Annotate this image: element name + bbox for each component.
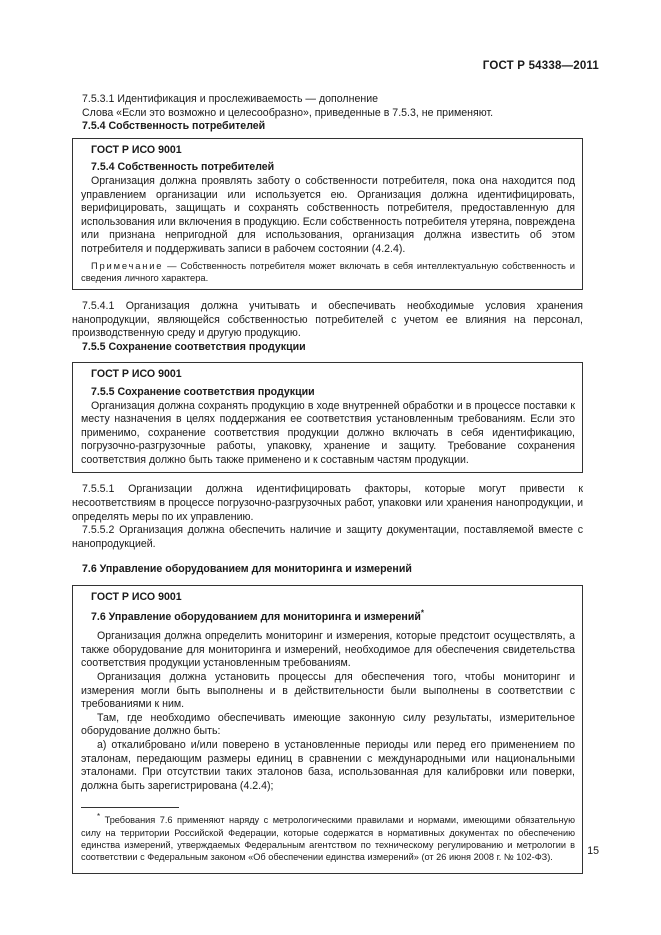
quote-box-76 [72, 585, 583, 874]
quote-box-source: ГОСТ Р ИСО 9001 [91, 368, 182, 381]
clause-754-heading: 7.5.4 Собственность потребителей [82, 120, 266, 133]
quote-box-para-2: Организация должна установить процессы для обеспечения того, чтобы мониторинг и измерения могли быть выполнены и в действительности были выполнены в соответствии с требованиями к ним. [81, 671, 575, 711]
quote-box-heading: 7.5.4 Собственность потребителей [91, 161, 275, 174]
quote-box-heading-text: 7.6 Управление оборудованием для мониторинга и измерений [91, 610, 421, 623]
clause-7551-text: 7.5.5.1 Организации должна идентифицировать факторы, которые могут привести к несоответствиям в процессе погрузочно-разгрузочных работ, упаковки или хранения нанопродукции, и определять меры по их управлению. [72, 483, 583, 523]
clause-7531-text: Слова «Если это возможно и целесообразно», приведенные в 7.5.3, не применяют. [82, 106, 494, 119]
quote-box-heading [81, 608, 575, 625]
footnote-reference[interactable]: * [420, 608, 424, 618]
footnote-mark: * [97, 812, 101, 822]
footnote-text: Требования 7.6 применяют наряду с метрологическими правилами и нормами, имеющими обязательную силу на территории Российской Федерации, которые содержатся в нормативных документах по обеспечению единства измерений, утверждаемых Федеральным агентством по техническому регулированию и метрологии в соответствии с Федеральным законом «Об обеспечении единства измерений» (от 26 июня 2008 г. № 102-ФЗ). [81, 815, 575, 862]
quote-box-text: Организация должна сохранять продукцию в ходе внутренней обработки и в процессе поставки к месту назначения в целях поддержания ее соответствия установленным требованиям. Если это применимо, сохранение соответствия продукции должно включать в себя идентификацию, погрузочно-разгрузочные работы, упаковку, хранение и защиту. Требование сохранения соответствия должно быть также применено и к составным частям продукции. [81, 399, 575, 466]
quote-box-para-3: Там, где необходимо обеспечивать имеющие законную силу результаты, измерительное оборудование должно быть: [81, 711, 575, 738]
quote-box-note [81, 260, 575, 284]
footnote-divider [81, 807, 179, 808]
clause-76-heading: 7.6 Управление оборудованием для мониторинга и измерений [82, 563, 412, 576]
page-content [72, 93, 583, 874]
clause-7552-text: 7.5.5.2 Организация должна обеспечить наличие и защиту документации, поставляемой вместе с нанопродукцией. [72, 524, 583, 550]
note-text: — Собственность потребителя может включать в себя интеллектуальную собственность и сведения личного характера. [81, 259, 575, 283]
quote-box-heading: 7.5.5 Сохранение соответствия продукции [91, 385, 315, 398]
quote-box-754 [72, 138, 583, 290]
page-number: 15 [587, 845, 599, 857]
note-label: Примечание [91, 259, 164, 271]
quote-box-item-a: а) откалибровано и/или поверено в установленные периоды или перед его применением по эталонам, передающим размеры единиц в сравнении с международными или национальными эталонами. При отсутствии таких эталонов база, использованная для калибровки или поверки, должна быть зарегистрирована (4.2.4); [81, 738, 575, 792]
quote-box-source: ГОСТ Р ИСО 9001 [91, 143, 182, 156]
page-header-doc-id: ГОСТ Р 54338—2011 [482, 60, 599, 72]
clause-7541-text: 7.5.4.1 Организация должна учитывать и обеспечивать необходимые условия хранения нанопродукции, являющейся собственностью потребителей с учетом ее влияния на персонал, производственную среду и другую продукцию. [72, 299, 583, 340]
footnote [81, 814, 575, 863]
clause-7531-title: 7.5.3.1 Идентификация и прослеживаемость — дополнение [82, 93, 379, 105]
clause-755-heading: 7.5.5 Сохранение соответствия продукции [82, 340, 306, 353]
quote-box-source: ГОСТ Р ИСО 9001 [91, 591, 182, 604]
quote-box-text: Организация должна проявлять заботу о собственности потребителя, пока она находится под управлением организации или используется ею. Организация должна идентифицировать, верифицировать, защищать и сохранять собственность потребителя, предоставленную для использования или включения в продукцию. Если собственность потребителя утеряна, повреждена или признана непригодной для использования, организация должна известить об этом потребителя и поддерживать записи в рабочем состоянии (4.2.4). [81, 174, 575, 255]
quote-box-para-1: Организация должна определить мониторинг и измерения, которые предстоит осуществлять, а также оборудование для мониторинга и измерений, необходимое для обеспечения свидетельства соответствия продукции установленным требованиям. [81, 630, 575, 670]
quote-box-755 [72, 362, 583, 473]
